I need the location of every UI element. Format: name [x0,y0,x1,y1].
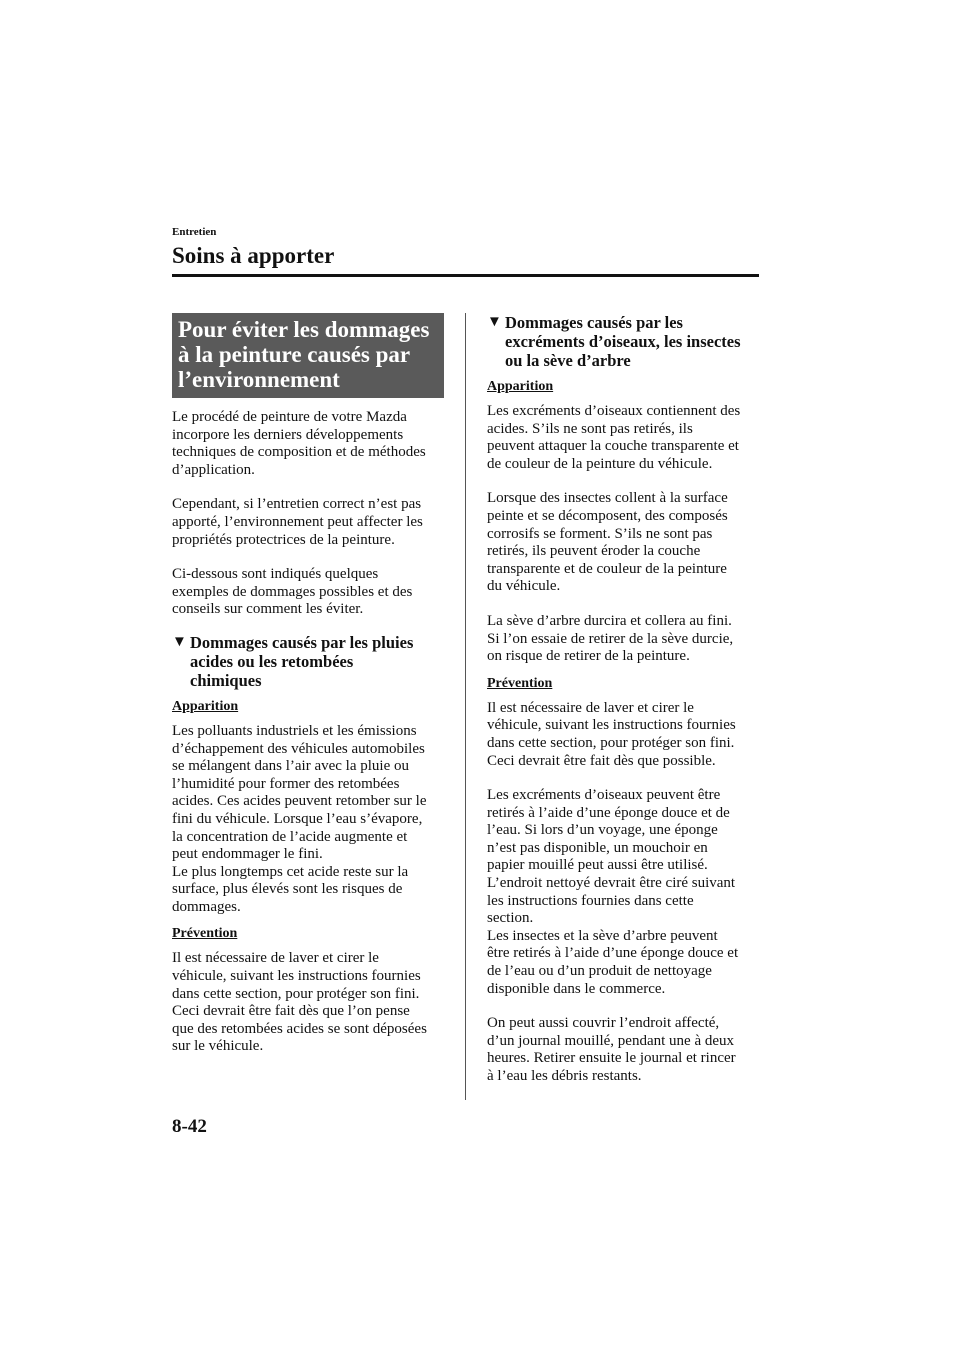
section-banner: Pour éviter les dommages à la peinture causés par l’environnement [172,313,444,398]
prevention-label: Prévention [487,675,553,691]
right-column [487,313,763,1103]
intro-paragraph-1: Le procédé de peinture de votre Mazda incorpore les derniers développements techniques de composition et de méthodes d’application. [172,409,426,478]
intro-paragraph-3: Ci-dessous sont indiqués quelques exemples de dommages possibles et des conseils sur comment les éviter. [172,566,413,618]
prevention-paragraph-1: Il est nécessaire de laver et cirer le véhicule, suivant les instructions fournies dans cette section, pour protéger son fini. Ceci devrait être fait dès que possible. [487,699,736,769]
apparition-label: Apparition [487,379,554,394]
left-column [172,313,448,1073]
column-divider [465,313,466,1100]
prevention-label: Prévention [172,926,238,942]
apparition-paragraph-1: Les excréments d’oiseaux contiennent des acides. S’ils ne sont pas retirés, ils peuvent attaquer la couche transparente et de couleur de la peinture du véhicule. [487,403,741,472]
apparition-paragraph-3: La sève d’arbre durcira et collera au fini. Si l’on essaie de retirer de la sève durcie, on risque de retirer de la peinture. [487,612,734,665]
apparition-paragraph-2: Lorsque des insectes collent à la surface peinte et se décomposent, des composés corrosifs se forment. S’ils ne sont pas retirés, ils peuvent éroder la couche transparente et de couleur de la peinture du véhicule. [487,490,728,595]
section-label: Entretien [172,226,217,238]
page-title: Soins à apporter [172,243,335,268]
page-number: 8-42 [172,1116,207,1137]
apparition-text: Les polluants industriels et les émissions d’échappement des véhicules automobiles se mélangent dans l’air avec la pluie ou l’humidité pour former des retombées acides. Ces acides peuvent retomber sur le fini du véhicule. Lorsque l’eau s’évapore, la concentration de l’acide augmente et peut endommager le fini. Le plus longtemps cet acide reste sur la surface, plus élevés sont les risques de dommages. [172,722,427,915]
intro-paragraph-2: Cependant, si l’entretien correct n’est pas apporté, l’environnement peut affecter les propriétés protectrices de la peinture. [172,496,423,548]
triangle-bullet-icon: ▼ [172,633,187,650]
prevention-text: Il est nécessaire de laver et cirer le véhicule, suivant les instructions fournies dans cette section, pour protéger son fini. Ceci devrait être fait dès que l’on pense que des retombées acides se sont déposées sur le véhicule. [172,950,427,1055]
heading-bird-droppings-text: Dommages causés par les excréments d’oiseaux, les insectes ou la sève d’arbre [505,313,741,370]
triangle-bullet-icon: ▼ [487,314,502,330]
apparition-label: Apparition [172,698,239,714]
heading-acid-rain [172,633,448,690]
prevention-paragraph-2: Les excréments d’oiseaux peuvent être retirés à l’aide d’une éponge douce et de l’eau. Si lors d’un voyage, une éponge n’est pas disponible, un mouchoir en papier mouillé peut aussi être utilisé. L’endroit nettoyé devrait être ciré suivant les instructions fournies dans cette section. Les insectes et la sève d’arbre peuvent être retirés à l’aide d’une éponge douce et de l’eau ou d’un produit de nettoyage disponible dans le commerce. [487,787,739,997]
heading-bird-droppings [487,313,763,370]
heading-acid-rain-text: Dommages causés par les pluies acides ou les retombées chimiques [190,632,414,690]
header-divider [172,274,759,277]
prevention-paragraph-3: On peut aussi couvrir l’endroit affecté, d’un journal mouillé, pendant une à deux heures. Retirer ensuite le journal et rincer à l’eau les débris restants. [487,1015,736,1084]
